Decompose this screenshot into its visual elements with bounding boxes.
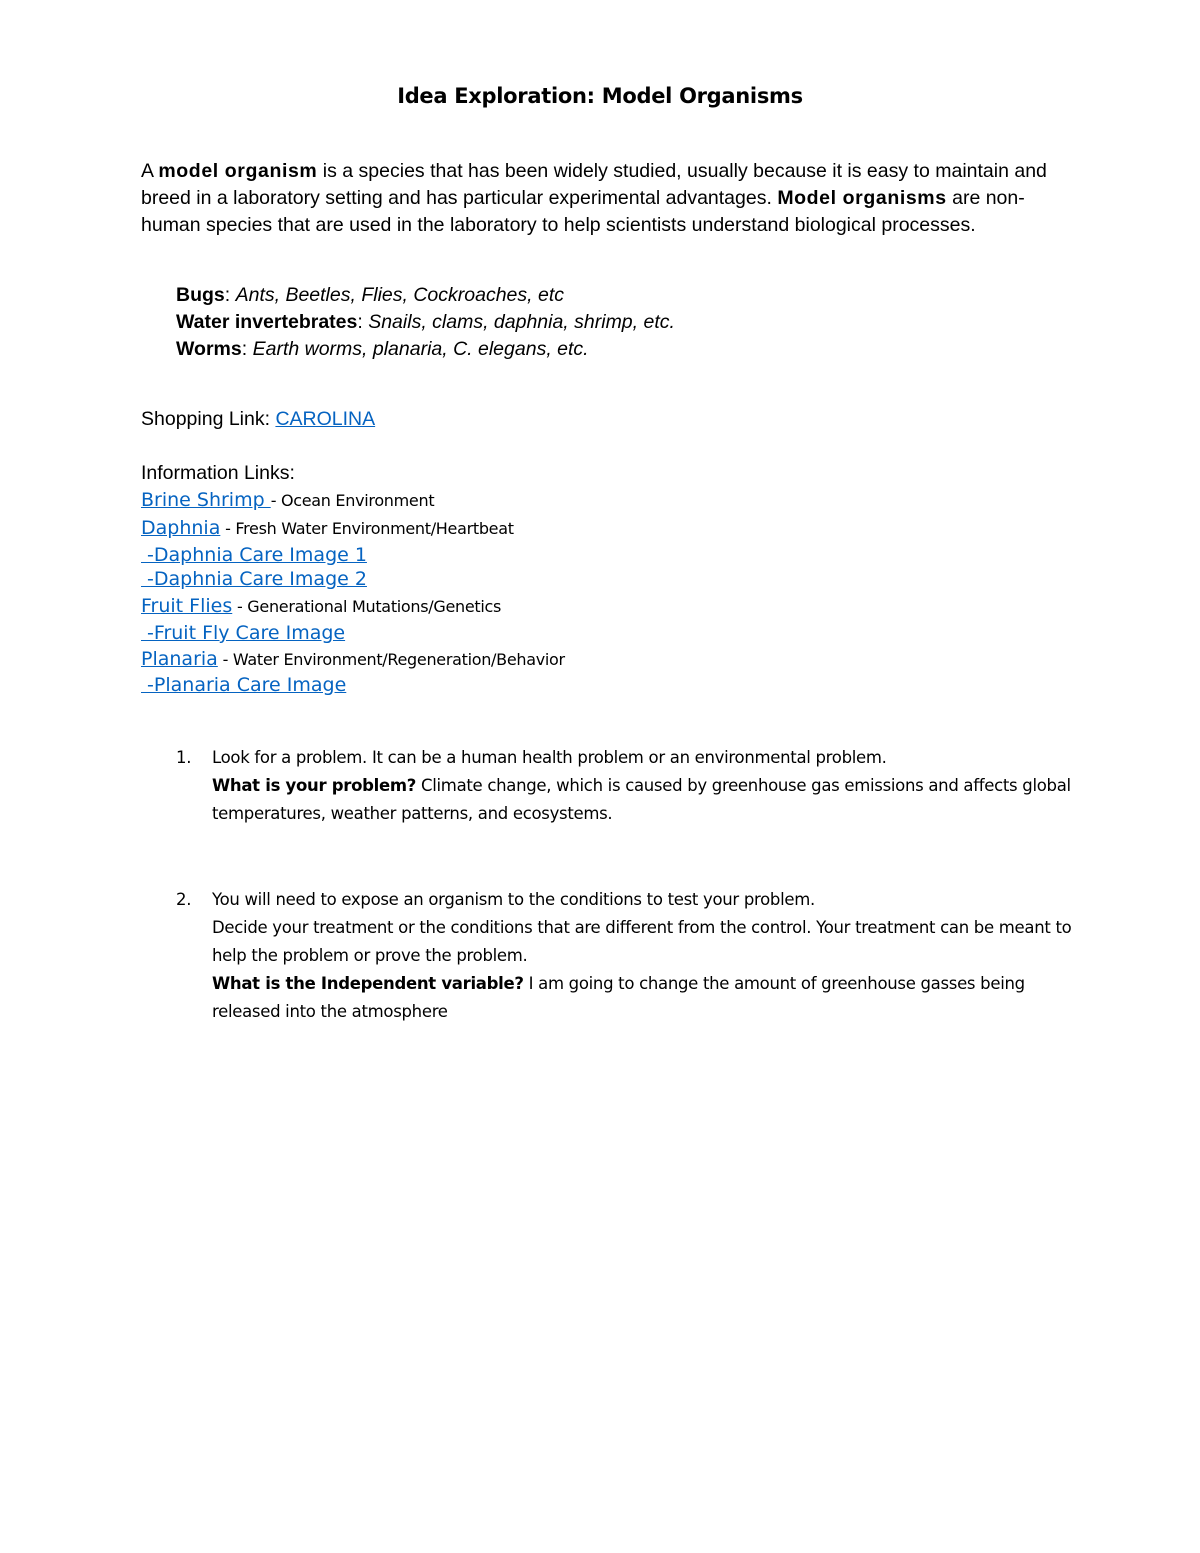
- question-answer: Climate change, which is caused by greenhouse gas emissions and affects global temperatures, weather patterns, and ecosystems.: [212, 776, 1071, 823]
- intro-paragraph: [141, 158, 1071, 239]
- intro-text-3: are non-human species that are used in the laboratory to help scientists understand biological processes.: [141, 187, 1025, 236]
- intro-text-1: A: [141, 160, 159, 182]
- question-body: [212, 886, 1072, 1026]
- intro-term-2: Model organisms: [777, 187, 947, 209]
- link-row-brine-shrimp: [141, 489, 434, 511]
- daphnia-care-image-2-link[interactable]: -Daphnia Care Image 2: [141, 568, 367, 590]
- category-label: Worms: [176, 338, 242, 360]
- link-row-daphnia-care-1: [141, 544, 367, 566]
- category-worms: [176, 336, 1076, 363]
- link-row-daphnia-care-2: [141, 568, 367, 590]
- brine-shrimp-link[interactable]: Brine Shrimp: [141, 489, 271, 511]
- link-description: - Water Environment/Regeneration/Behavior: [217, 650, 565, 669]
- category-label: Water invertebrates: [176, 311, 358, 333]
- category-examples: Snails, clams, daphnia, shrimp, etc.: [368, 311, 675, 333]
- category-bugs: [176, 282, 1076, 309]
- link-description: - Fresh Water Environment/Heartbeat: [220, 519, 514, 538]
- question-prompt: You will need to expose an organism to the conditions to test your problem.: [212, 890, 815, 909]
- category-label: Bugs: [176, 284, 225, 306]
- intro-text-2: is a species that has been widely studied, usually because it is easy to maintain and breed in a laboratory setting and has particular experimental advantages.: [141, 160, 1047, 209]
- question-prompt: Look for a problem. It can be a human health problem or an environmental problem.: [212, 748, 887, 767]
- fruit-fly-care-image-link[interactable]: -Fruit Fly Care Image: [141, 622, 346, 644]
- category-examples: Ants, Beetles, Flies, Cockroaches, etc: [235, 284, 564, 306]
- category-water-invertebrates: [176, 309, 1076, 336]
- question-label: What is the Independent variable?: [212, 974, 524, 993]
- document-title: Idea Exploration: Model Organisms: [397, 84, 803, 108]
- question-body: [212, 744, 1072, 828]
- shopping-line: [141, 406, 375, 433]
- planaria-care-image-link[interactable]: -Planaria Care Image: [141, 674, 347, 696]
- planaria-link[interactable]: Planaria: [141, 648, 218, 670]
- shopping-label: Shopping Link:: [141, 408, 276, 430]
- question-answer-block: [212, 772, 1072, 828]
- question-answer: I am going to change the amount of greenhouse gasses being released into the atmosphere: [212, 974, 1025, 1021]
- link-row-planaria-care: [141, 674, 346, 696]
- intro-term-1: model organism: [158, 160, 318, 182]
- link-row-daphnia: [141, 517, 514, 539]
- list-number: 2.: [176, 890, 192, 909]
- category-sep: :: [241, 338, 253, 360]
- link-row-planaria: [141, 648, 565, 670]
- link-description: - Generational Mutations/Genetics: [232, 597, 502, 616]
- daphnia-link[interactable]: Daphnia: [141, 517, 221, 539]
- question-answer-block: [212, 970, 1072, 1026]
- link-row-fruit-fly-care: [141, 622, 345, 644]
- category-sep: :: [357, 311, 369, 333]
- fruit-flies-link[interactable]: Fruit Flies: [141, 595, 233, 617]
- category-examples: Earth worms, planaria, C. elegans, etc.: [252, 338, 589, 360]
- question-label: What is your problem?: [212, 776, 417, 795]
- carolina-link[interactable]: CAROLINA: [275, 408, 376, 430]
- category-sep: :: [224, 284, 236, 306]
- link-description: - Ocean Environment: [270, 491, 435, 510]
- link-row-fruit-flies: [141, 595, 501, 617]
- info-links-heading: Information Links:: [141, 462, 295, 484]
- daphnia-care-image-1-link[interactable]: -Daphnia Care Image 1: [141, 544, 367, 566]
- question-instruction: Decide your treatment or the conditions that are different from the control. Your treatment can be meant to help the problem or prove the problem.: [212, 918, 1072, 965]
- list-number: 1.: [176, 748, 192, 767]
